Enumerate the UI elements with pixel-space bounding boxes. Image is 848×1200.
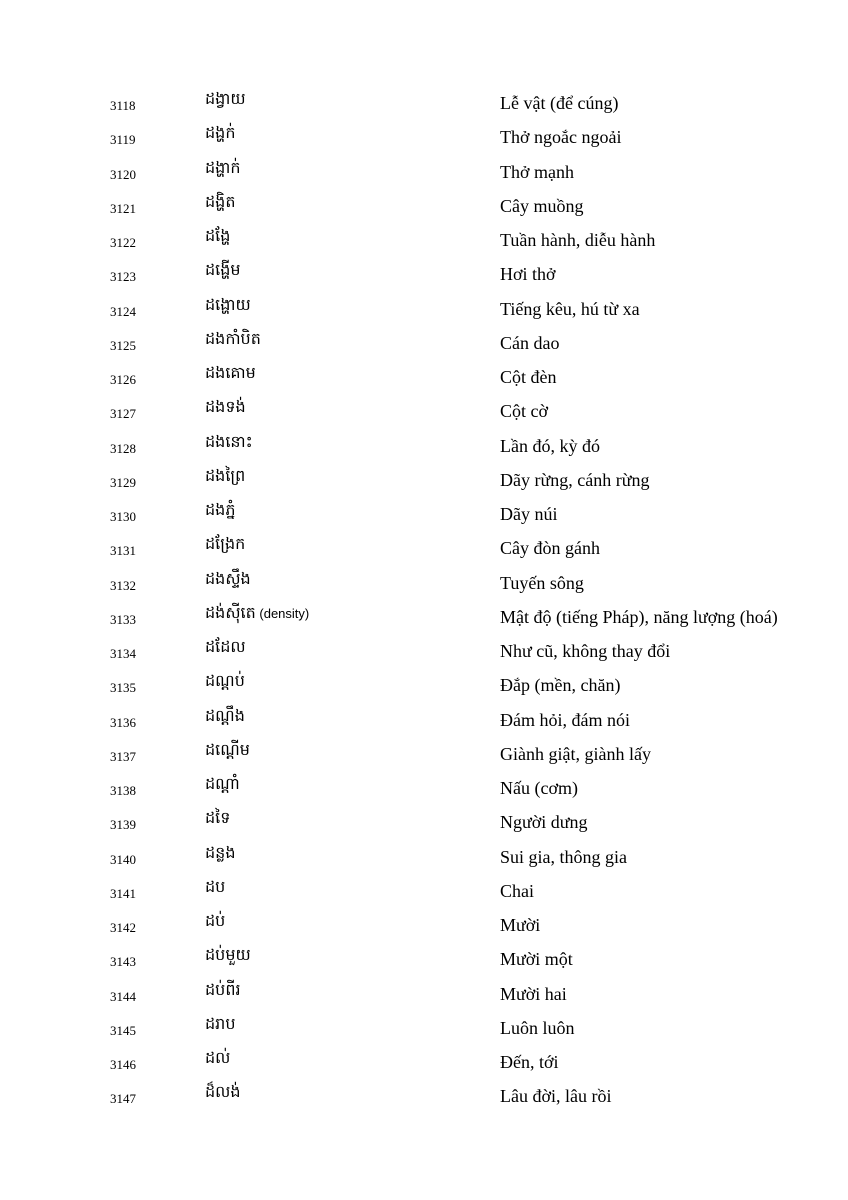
entry-number: 3118 <box>110 98 136 113</box>
dictionary-entry <box>0 737 848 771</box>
khmer-headword <box>205 329 261 349</box>
khmer-word: ដណ្ដើម <box>205 739 250 759</box>
dictionary-entry <box>0 977 848 1011</box>
khmer-word: ដង្ហក់ <box>205 123 236 143</box>
entry-number: 3129 <box>110 474 136 490</box>
khmer-word: ដប់ពីរ <box>205 979 241 999</box>
khmer-word: ដទៃ <box>205 808 231 828</box>
dictionary-entry <box>0 326 848 360</box>
dictionary-entry <box>0 120 848 154</box>
vietnamese-meaning: Mật độ (tiếng Pháp), năng lượng (hoá) <box>500 606 778 627</box>
khmer-headword <box>205 363 256 383</box>
vietnamese-meaning: Cột đèn <box>500 367 557 387</box>
khmer-word: ដង្ហែ <box>205 226 231 245</box>
dictionary-entry-list <box>0 86 848 1114</box>
entry-number: 3136 <box>110 714 136 730</box>
entry-number: 3147 <box>110 1091 136 1107</box>
khmer-headword <box>205 534 245 554</box>
vietnamese-meaning: Như cũ, không thay đổi <box>500 641 671 661</box>
khmer-word: ដងគោម <box>205 363 256 382</box>
entry-number: 3132 <box>110 577 136 593</box>
khmer-word: ដងភ្នំ <box>205 500 236 519</box>
khmer-headword <box>205 89 246 109</box>
vietnamese-meaning: Giành giật, giành lấy <box>500 743 651 764</box>
entry-number: 3130 <box>110 509 136 524</box>
khmer-headword <box>205 1014 235 1034</box>
khmer-word: ដងនោះ <box>205 431 253 451</box>
entry-number: 3122 <box>110 235 136 250</box>
entry-number: 3140 <box>110 851 136 867</box>
vietnamese-meaning: Lâu đời, lâu rồi <box>500 1086 612 1107</box>
vietnamese-meaning: Luôn luôn <box>500 1017 575 1038</box>
khmer-word: ដដែល <box>205 637 246 656</box>
khmer-headword <box>205 397 246 417</box>
vietnamese-meaning: Tuyến sông <box>500 572 584 593</box>
dictionary-entry <box>0 942 848 976</box>
entry-number: 3146 <box>110 1057 136 1072</box>
vietnamese-meaning: Cột cờ <box>500 401 549 422</box>
khmer-word: ដ៏លង់ <box>205 1082 241 1102</box>
vietnamese-meaning: Mười một <box>500 949 573 970</box>
vietnamese-meaning: Chai <box>500 880 534 901</box>
vietnamese-meaning: Đắp (mền, chăn) <box>500 675 621 696</box>
khmer-headword <box>205 158 241 178</box>
khmer-word: ដរាប <box>205 1013 236 1033</box>
dictionary-entry <box>0 600 848 634</box>
dictionary-entry <box>0 840 848 874</box>
khmer-word: ដង្ហើម <box>205 260 241 280</box>
dictionary-entry <box>0 703 848 737</box>
dictionary-entry <box>0 189 848 223</box>
khmer-headword <box>205 603 309 624</box>
khmer-headword <box>205 1048 230 1068</box>
dictionary-entry <box>0 463 848 497</box>
khmer-word: ដង្ហាក់ <box>205 157 241 177</box>
khmer-word: ដល់ <box>205 1048 231 1067</box>
khmer-word: ដង្ហោយ <box>205 294 251 314</box>
khmer-word: ដប់ <box>205 911 226 930</box>
khmer-headword <box>205 295 251 315</box>
vietnamese-meaning: Cán dao <box>500 332 560 353</box>
vietnamese-meaning: Nấu (cơm) <box>500 778 578 798</box>
dictionary-entry <box>0 771 848 805</box>
dictionary-entry <box>0 634 848 668</box>
khmer-word: ដង្វាយ <box>205 89 246 108</box>
entry-number: 3124 <box>110 303 136 319</box>
khmer-word: ដងស្ទឹង <box>205 568 251 588</box>
khmer-word: ដន្លង <box>205 842 236 862</box>
vietnamese-meaning: Cây đòn gánh <box>500 538 600 559</box>
khmer-word: ដងកាំបិត <box>205 328 261 348</box>
dictionary-entry <box>0 1045 848 1079</box>
khmer-headword <box>205 123 235 143</box>
vietnamese-meaning: Người dưng <box>500 812 588 833</box>
khmer-word: ដណ្ដឹង <box>205 705 245 725</box>
khmer-word: ដង់ស៊ីតេ <box>205 602 256 622</box>
khmer-headword <box>205 569 251 589</box>
khmer-word: ដង្រែក <box>205 534 246 554</box>
dictionary-entry <box>0 1011 848 1045</box>
khmer-headword <box>205 500 235 520</box>
khmer-headword <box>205 466 245 486</box>
vietnamese-meaning: Mười <box>500 915 541 935</box>
khmer-word: ដប់មួយ <box>205 945 251 965</box>
entry-number: 3127 <box>110 406 136 422</box>
entry-number: 3123 <box>110 269 136 285</box>
vietnamese-meaning: Đám hỏi, đám nói <box>500 709 630 730</box>
khmer-word: ដប <box>205 876 226 896</box>
entry-number: 3137 <box>110 748 136 764</box>
khmer-headword <box>205 1082 241 1102</box>
entry-number: 3128 <box>110 440 136 456</box>
vietnamese-meaning: Lễ vật (để cúng) <box>500 93 619 113</box>
vietnamese-meaning: Dãy rừng, cánh rừng <box>500 469 650 490</box>
dictionary-entry <box>0 874 848 908</box>
vietnamese-meaning: Tiếng kêu, hú từ xa <box>500 298 640 319</box>
entry-number: 3126 <box>110 372 136 387</box>
dictionary-entry <box>0 155 848 189</box>
khmer-headword <box>205 260 241 280</box>
vietnamese-meaning: Tuần hành, diễu hành <box>500 230 656 250</box>
dictionary-entry <box>0 497 848 531</box>
dictionary-entry <box>0 805 848 839</box>
entry-number: 3135 <box>110 680 136 696</box>
dictionary-entry <box>0 223 848 257</box>
khmer-headword <box>205 671 245 691</box>
dictionary-entry <box>0 908 848 942</box>
entry-number: 3143 <box>110 954 136 970</box>
khmer-word: ដងទង់ <box>205 397 246 417</box>
khmer-headword <box>205 774 240 794</box>
dictionary-entry <box>0 394 848 428</box>
entry-number: 3131 <box>110 543 136 559</box>
dictionary-entry <box>0 86 848 120</box>
khmer-headword <box>205 706 245 726</box>
khmer-word: ដងព្រៃ <box>205 465 246 485</box>
entry-number: 3141 <box>110 885 136 901</box>
entry-number: 3121 <box>110 200 136 216</box>
khmer-word: ដណ្ដប់ <box>205 671 245 691</box>
entry-number: 3133 <box>110 611 136 627</box>
vietnamese-meaning: Thở mạnh <box>500 161 575 182</box>
khmer-headword <box>205 877 225 897</box>
vietnamese-meaning: Lần đó, kỳ đó <box>500 435 600 456</box>
khmer-headword <box>205 808 230 828</box>
dictionary-entry <box>0 257 848 291</box>
entry-number: 3125 <box>110 337 136 353</box>
entry-number: 3119 <box>110 132 136 148</box>
khmer-headword <box>205 192 235 212</box>
vietnamese-meaning: Đến, tới <box>500 1052 559 1072</box>
dictionary-entry <box>0 531 848 565</box>
khmer-headword <box>205 843 235 863</box>
khmer-word: ដង្ហិត <box>205 191 236 211</box>
vietnamese-meaning: Thở ngoắc ngoải <box>500 127 622 148</box>
entry-number: 3138 <box>110 783 136 798</box>
khmer-headword <box>205 945 251 965</box>
vietnamese-meaning: Cây muồng <box>500 195 584 216</box>
entry-number: 3120 <box>110 166 136 182</box>
dictionary-entry <box>0 668 848 702</box>
khmer-headword <box>205 911 225 931</box>
khmer-headword <box>205 980 241 1000</box>
dictionary-entry <box>0 566 848 600</box>
vietnamese-meaning: Dãy núi <box>500 504 558 524</box>
entry-number: 3139 <box>110 817 136 833</box>
dictionary-entry <box>0 292 848 326</box>
entry-number: 3134 <box>110 646 136 661</box>
khmer-headword <box>205 740 250 760</box>
dictionary-entry <box>0 360 848 394</box>
dictionary-entry <box>0 429 848 463</box>
entry-number: 3145 <box>110 1022 136 1038</box>
entry-number: 3142 <box>110 920 136 935</box>
vietnamese-meaning: Sui gia, thông gia <box>500 846 627 867</box>
khmer-headword <box>205 226 230 246</box>
vietnamese-meaning: Hơi thở <box>500 264 556 285</box>
vietnamese-meaning: Mười hai <box>500 983 567 1004</box>
headword-note: (density) <box>255 605 310 621</box>
khmer-word: ដណ្ដាំ <box>205 774 240 793</box>
khmer-headword <box>205 637 246 657</box>
entry-number: 3144 <box>110 988 136 1004</box>
khmer-headword <box>205 432 253 452</box>
dictionary-entry <box>0 1079 848 1113</box>
